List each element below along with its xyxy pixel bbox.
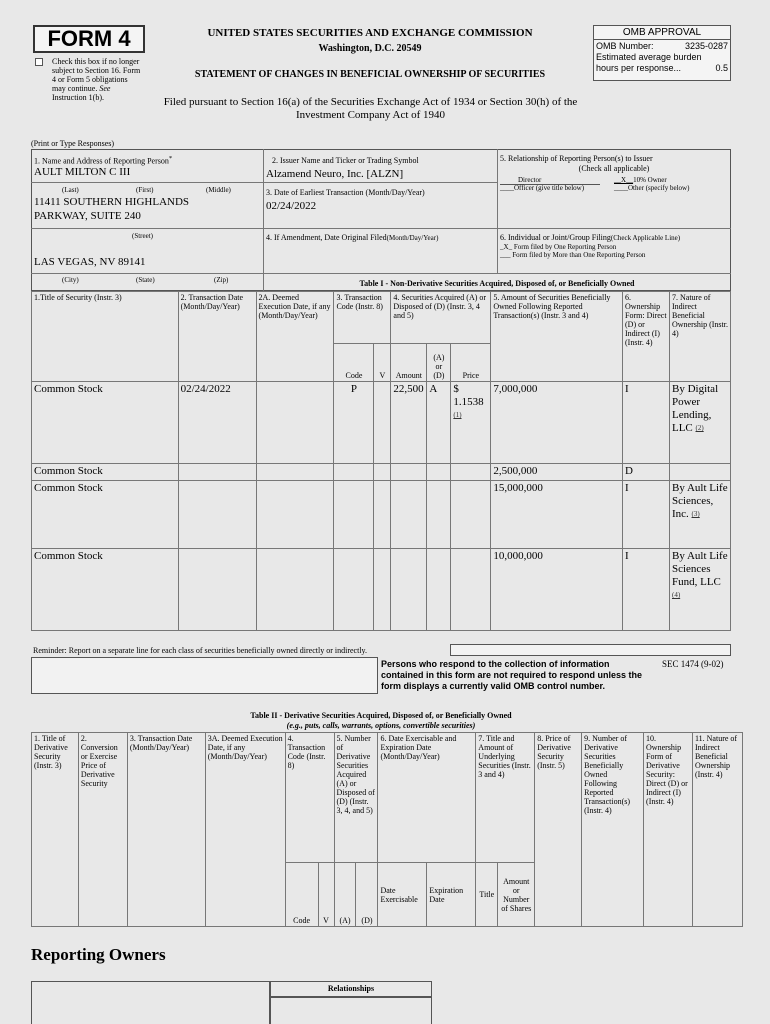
t2-sub-code: Code (285, 863, 318, 927)
t1-r0-date: 02/24/2022 (178, 382, 256, 464)
t1-r1-price (451, 464, 491, 481)
t1-r3-nature-footnote[interactable]: (4) (671, 591, 681, 599)
t1-r2-nature-cell (669, 481, 730, 549)
t1-sub-code: Code (334, 344, 374, 382)
t2-h6: 6. Date Exercisable and Expiration Date (Month/Day/Year) (378, 733, 476, 863)
t2-h9: 9. Number of Derivative Securities Beneficially Owned Following Reported Transaction(s) (Instr. 4) (582, 733, 644, 927)
omb-title: OMB APPROVAL (594, 26, 730, 40)
omb-number-label: OMB Number: (596, 41, 654, 51)
reminder-left-box (31, 657, 378, 694)
t1-r3-code (334, 549, 374, 631)
t1-r0-price-footnote[interactable]: (1) (453, 411, 462, 419)
relationship-label: 5. Relationship of Reporting Person(s) to Issuer (500, 154, 653, 163)
owners-relationships-box (270, 981, 432, 997)
t1-r2-form: I (623, 481, 670, 549)
t1-sub-v: V (374, 344, 391, 382)
earliest-date-value: 02/24/2022 (266, 200, 317, 212)
t2-sub-exercisable: Date Exercisable (378, 863, 427, 927)
agency-name: UNITED STATES SECURITIES AND EXCHANGE COMMISSION (207, 27, 533, 39)
t1-r0-nature: By Digital Power Lending, LLC (671, 383, 719, 434)
t2-h3: 3. Transaction Date (Month/Day/Year) (127, 733, 205, 927)
city-label: (City) (62, 276, 79, 284)
sec-code: SEC 1474 (9-02) (662, 659, 724, 669)
t1-r0-code: P (334, 382, 374, 464)
t2-h3a: 3A. Deemed Execution Date, if any (Month/Day/Year) (205, 733, 285, 927)
last-label: (Last) (62, 186, 79, 194)
owners-relationships-body (270, 997, 432, 1024)
t1-r0-deemed (256, 382, 334, 464)
more-person-option[interactable]: ___ Form filed by More than One Reporting Person (500, 251, 646, 259)
t1-r1-amount (391, 464, 427, 481)
t2-h5: 5. Number of Derivative Securities Acquired (A) or Disposed of (D) (Instr. 3, 4, and 5) (334, 733, 378, 863)
reporting-person-label: 1. Name and Address of Reporting Person* (34, 155, 173, 166)
t1-r0-title: Common Stock (32, 382, 179, 464)
t1-r3-nature-cell (669, 549, 730, 631)
t1-r1-date (178, 464, 256, 481)
t2-sub-amount: Amount or Number of Shares (498, 863, 535, 927)
t2-h11: 11. Nature of Indirect Beneficial Ownership (Instr. 4) (692, 733, 742, 927)
one-person-option[interactable]: _X_ Form filed by One Reporting Person (500, 243, 617, 251)
t1-r3-deemed (256, 549, 334, 631)
t1-r2-ad (427, 481, 451, 549)
t1-sub-ad: (A) or (D) (427, 344, 451, 382)
t2-sub-d: (D) (356, 863, 378, 927)
t1-r0-price: $ 1.1538 (453, 383, 484, 408)
t2-h10: 10. Ownership Form of Derivative Security: Direct (D) or Indirect (I) (Instr. 4) (644, 733, 693, 927)
other-option[interactable]: ____Other (specify below) (614, 184, 690, 192)
t2-sub-v: V (318, 863, 334, 927)
table-row (32, 464, 731, 481)
t1-r2-deemed (256, 481, 334, 549)
omb-number: 3235-0287 (684, 41, 728, 51)
t2-h4: 4. Transaction Code (Instr. 8) (285, 733, 334, 863)
t1-r3-date (178, 549, 256, 631)
table2-subtitle: (e.g., puts, calls, warrants, options, convertible securities) (286, 721, 476, 730)
reminder-box (450, 644, 731, 656)
omb-approval-box (593, 25, 731, 81)
t1-r3-v (374, 549, 391, 631)
t1-r1-owned: 2,500,000 (491, 464, 623, 481)
table2-title: Table II - Derivative Securities Acquired, Disposed of, or Beneficially Owned (250, 711, 512, 720)
t1-r2-v (374, 481, 391, 549)
t2-sub-a: (A) (334, 863, 356, 927)
t1-r1-deemed (256, 464, 334, 481)
t1-r1-form: D (623, 464, 670, 481)
director-option[interactable]: Director (500, 176, 600, 185)
t1-h7: 7. Nature of Indirect Beneficial Ownership (Instr. 4) (669, 292, 730, 382)
middle-label: (Middle) (206, 186, 231, 194)
t1-r2-nature-footnote[interactable]: (3) (691, 510, 700, 518)
t1-r0-price-cell (451, 382, 491, 464)
table1-title: Table I - Non-Derivative Securities Acquired, Disposed of, or Beneficially Owned (359, 279, 635, 288)
omb-hours: 0.5 (715, 63, 728, 73)
t1-h2a: 2A. Deemed Execution Date, if any (Month/Day/Year) (256, 292, 334, 382)
reporting-owners-heading: Reporting Owners (31, 945, 166, 964)
omb-hours-label: hours per response... (596, 63, 682, 73)
persons-notice: Persons who respond to the collection of information contained in this form are not required to respond unless the form displays a currently valid OMB control number. (381, 659, 643, 691)
ten-percent-owner-option[interactable]: __X__10% Owner (614, 176, 667, 184)
checkbox-text: Check this box if no longer subject to Section 16. Form 4 or Form 5 obligations may continue. See Instruction 1(b). (52, 57, 141, 102)
t1-r3-owned: 10,000,000 (491, 549, 623, 631)
t1-r3-form: I (623, 549, 670, 631)
t1-r0-amount: 22,500 (391, 382, 427, 464)
t1-r0-form: I (623, 382, 670, 464)
t1-r3-title: Common Stock (32, 549, 179, 631)
relationships-label: Relationships (327, 984, 375, 993)
no-longer-subject-checkbox[interactable] (35, 58, 43, 66)
t1-r3-nature: By Ault Life Sciences Fund, LLC (671, 550, 728, 588)
t1-r2-owned: 15,000,000 (491, 481, 623, 549)
table-row (32, 382, 731, 464)
t1-r3-price (451, 549, 491, 631)
state-label: (State) (136, 276, 155, 284)
zip-label: (Zip) (214, 276, 229, 284)
t1-h1: 1.Title of Security (Instr. 3) (32, 292, 179, 382)
t1-h5: 5. Amount of Securities Beneficially Owned Following Reported Transaction(s) (Instr. 3 and 4) (491, 292, 623, 382)
t1-r0-nature-footnote[interactable]: (2) (695, 424, 704, 432)
t2-h2: 2. Conversion or Exercise Price of Derivative Security (78, 733, 127, 927)
t1-h6: 6. Ownership Form: Direct (D) or Indirect (I) (Instr. 4) (623, 292, 670, 382)
issuer-value: Alzamend Neuro, Inc. [ALZN] (266, 168, 404, 180)
t1-r0-nature-cell (669, 382, 730, 464)
officer-option[interactable]: ____Officer (give title below) (500, 184, 585, 192)
filed-pursuant: Filed pursuant to Section 16(a) of the Securities Exchange Act of 1934 or Section 30(h) of the Investment Company Act of 1940 (163, 96, 578, 121)
reminder-text: Reminder: Report on a separate line for each class of securities beneficially owned directly or indirectly. (33, 646, 368, 655)
amendment-label: 4. If Amendment, Date Original Filed(Month/Day/Year) (266, 233, 439, 242)
t1-r2-nature: By Ault Life Sciences, Inc. (671, 482, 728, 520)
t2-sub-expiration: Expiration Date (427, 863, 476, 927)
t2-h1: 1. Title of Derivative Security (Instr. 3) (32, 733, 79, 927)
issuer-label: 2. Issuer Name and Ticker or Trading Symbol (272, 156, 419, 165)
t1-r1-nature (669, 464, 730, 481)
t1-r2-price (451, 481, 491, 549)
agency-location: Washington, D.C. 20549 (318, 43, 422, 54)
t1-r0-v (374, 382, 391, 464)
address-line2: PARKWAY, SUITE 240 (34, 210, 141, 222)
reporting-person-name: AULT MILTON C III (34, 166, 131, 178)
t1-r2-title: Common Stock (32, 481, 179, 549)
form-title: FORM 4 (47, 26, 131, 51)
statement-title: STATEMENT OF CHANGES IN BENEFICIAL OWNERSHIP OF SECURITIES (194, 69, 546, 80)
form-title-box (33, 25, 145, 53)
omb-burden-label: Estimated average burden (596, 52, 702, 62)
t1-sub-amount: Amount (391, 344, 427, 382)
t1-r0-ad: A (427, 382, 451, 464)
individual-filing-label: 6. Individual or Joint/Group Filing(Check Applicable Line) (500, 233, 681, 242)
t1-r2-date (178, 481, 256, 549)
t1-r3-ad (427, 549, 451, 631)
table-row (32, 481, 731, 549)
t1-r2-amount (391, 481, 427, 549)
t1-r2-code (334, 481, 374, 549)
table-row (32, 549, 731, 631)
t1-r1-ad (427, 464, 451, 481)
owners-name-box (31, 981, 270, 1024)
city-line: LAS VEGAS, NV 89141 (34, 256, 146, 268)
t1-r0-owned: 7,000,000 (491, 382, 623, 464)
t1-r3-amount (391, 549, 427, 631)
relationship-check: (Check all applicable) (578, 164, 650, 173)
t1-h2: 2. Transaction Date (Month/Day/Year) (178, 292, 256, 382)
t1-r1-code (334, 464, 374, 481)
t1-sub-price: Price (451, 344, 491, 382)
t1-h4: 4. Securities Acquired (A) or Disposed of (D) (Instr. 3, 4 and 5) (391, 292, 491, 344)
table2-derivative (31, 732, 743, 927)
street-label: (Street) (132, 232, 153, 240)
table1-non-derivative (31, 291, 731, 631)
address-line1: 11411 SOUTHERN HIGHLANDS (34, 196, 190, 208)
t2-h7: 7. Title and Amount of Underlying Securities (Instr. 3 and 4) (476, 733, 535, 863)
t2-h8: 8. Price of Derivative Security (Instr. 5) (535, 733, 582, 927)
t1-r1-v (374, 464, 391, 481)
first-label: (First) (136, 186, 154, 194)
earliest-date-label: 3. Date of Earliest Transaction (Month/Day/Year) (266, 188, 425, 197)
t1-r1-title: Common Stock (32, 464, 179, 481)
print-type-note: (Print or Type Responses) (31, 139, 115, 148)
t1-h3: 3. Transaction Code (Instr. 8) (334, 292, 391, 344)
t2-sub-title: Title (476, 863, 498, 927)
